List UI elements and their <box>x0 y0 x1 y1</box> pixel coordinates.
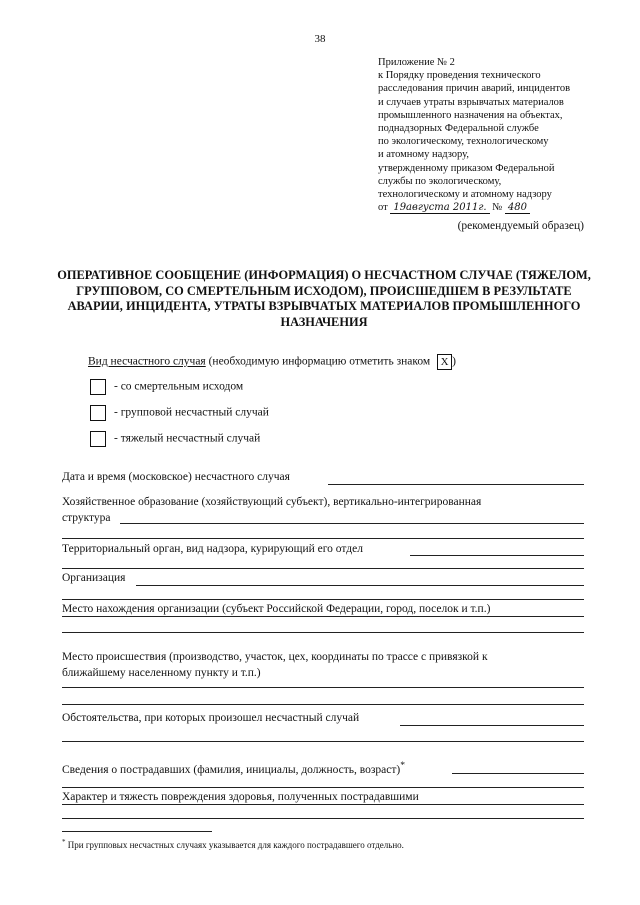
territorial-fill-line[interactable] <box>410 555 584 556</box>
handwritten-number: 480 <box>505 202 530 214</box>
footnote-mark: * <box>62 838 66 846</box>
organization-fill-line-2[interactable] <box>62 599 584 600</box>
injury-fill-line-2[interactable] <box>62 818 584 819</box>
x-mark-sample: X <box>437 354 452 370</box>
appendix-line: к Порядку проведения технического <box>378 70 541 82</box>
circumstances-fill-line[interactable] <box>400 725 584 726</box>
field-place-label: Место происшествия (производство, участок, цех, координаты по трассе с привязкой к <box>62 651 488 663</box>
handwritten-date: 19августа 2011г. <box>390 202 489 214</box>
territorial-fill-line-2[interactable] <box>62 568 584 569</box>
place-fill-line[interactable] <box>62 687 584 688</box>
field-victims-label <box>62 760 405 776</box>
option-label: - со смертельным исходом <box>114 380 244 393</box>
appendix-line: поднадзорных Федеральной службе <box>378 123 539 135</box>
appendix-line: службы по экологическому, <box>378 175 502 187</box>
field-place-label-2: ближайшему населенному пункту и т.п.) <box>62 667 261 679</box>
injury-fill-line[interactable] <box>62 804 584 805</box>
field-injury-label: Характер и тяжесть повреждения здоровья, полученных пострадавшими <box>62 791 419 803</box>
place-fill-line-2[interactable] <box>62 704 584 705</box>
entity-fill-line[interactable] <box>120 523 584 524</box>
appendix-line: Приложение № 2 <box>378 57 455 68</box>
page-number: 38 <box>314 33 326 45</box>
field-datetime-label: Дата и время (московское) несчастного случая <box>62 471 290 483</box>
appendix-line: утвержденному приказом Федеральной <box>378 162 555 174</box>
option-group[interactable] <box>90 405 269 421</box>
victims-fill-line-2[interactable] <box>62 787 584 788</box>
appendix-line: технологическому и атомному надзору <box>378 189 552 201</box>
appendix-line: по экологическому, технологическому <box>378 136 549 148</box>
appendix-line: и случаев утраты взрывчатых материалов <box>378 96 564 108</box>
option-label: - тяжелый несчастный случай <box>114 432 261 445</box>
option-fatal[interactable] <box>90 379 243 395</box>
entity-fill-line-2[interactable] <box>62 538 584 539</box>
appendix-line: и атомному надзору, <box>378 149 469 161</box>
field-circumstances-label: Обстоятельства, при которых произошел несчастный случай <box>62 712 360 724</box>
incident-kind-heading <box>88 354 456 370</box>
date-prefix: от <box>378 202 388 214</box>
field-organization-label: Организация <box>62 572 126 584</box>
checkbox[interactable] <box>90 379 106 395</box>
field-entity-label-2: структура <box>62 512 111 524</box>
victims-label-text: Сведения о пострадавших (фамилия, инициалы, должность, возраст) <box>62 763 401 776</box>
footnote-text: При групповых несчастных случаях указывается для каждого пострадавшего отдельно. <box>65 840 404 850</box>
incident-kind-label: Вид несчастного случая <box>88 355 206 368</box>
victims-fill-line[interactable] <box>452 773 584 774</box>
datetime-fill-line[interactable] <box>328 484 584 485</box>
footnote-marker: * <box>400 760 406 771</box>
checkbox[interactable] <box>90 405 106 421</box>
footnote-divider <box>62 831 212 832</box>
location-fill-line-2[interactable] <box>62 632 584 633</box>
organization-fill-line[interactable] <box>136 585 584 586</box>
appendix-block <box>378 56 598 214</box>
number-label: № <box>492 202 503 214</box>
checkbox[interactable] <box>90 431 106 447</box>
instruction-close: ) <box>452 355 456 368</box>
field-entity-label: Хозяйственное образование (хозяйствующий субъект), вертикально-интегрированная <box>62 496 482 508</box>
incident-kind-instruction: (необходимую информацию отметить знаком <box>205 355 434 368</box>
appendix-line: промышленного назначения на объектах, <box>378 109 563 121</box>
field-location-label: Место нахождения организации (субъект Российской Федерации, город, поселок и т.п.) <box>62 603 491 615</box>
footnote <box>62 838 404 850</box>
appendix-date-line <box>378 201 598 214</box>
circumstances-fill-line-2[interactable] <box>62 741 584 742</box>
location-fill-line[interactable] <box>62 616 584 617</box>
option-severe[interactable] <box>90 431 260 447</box>
field-territorial-label: Территориальный орган, вид надзора, курирующий его отдел <box>62 543 363 555</box>
document-title: ОПЕРАТИВНОЕ СООБЩЕНИЕ (ИНФОРМАЦИЯ) О НЕСЧАСТНОМ СЛУЧАЕ (ТЯЖЕЛОМ, ГРУППОВОМ, СО СМЕРТЕЛЬНЫМ ИСХОДОМ), ПРОИСШЕДШЕМ В РЕЗУЛЬТАТЕ АВАРИИ, ИНЦИДЕНТА, УТРАТЫ ВЗРЫВЧАТЫХ МАТЕРИАЛОВ ПРОМЫШЛЕННОГО НАЗНАЧЕНИЯ <box>57 268 591 329</box>
option-label: - групповой несчастный случай <box>114 406 269 419</box>
appendix-line: расследования причин аварий, инцидентов <box>378 83 571 95</box>
recommended-sample-note: (рекомендуемый образец) <box>457 220 584 232</box>
